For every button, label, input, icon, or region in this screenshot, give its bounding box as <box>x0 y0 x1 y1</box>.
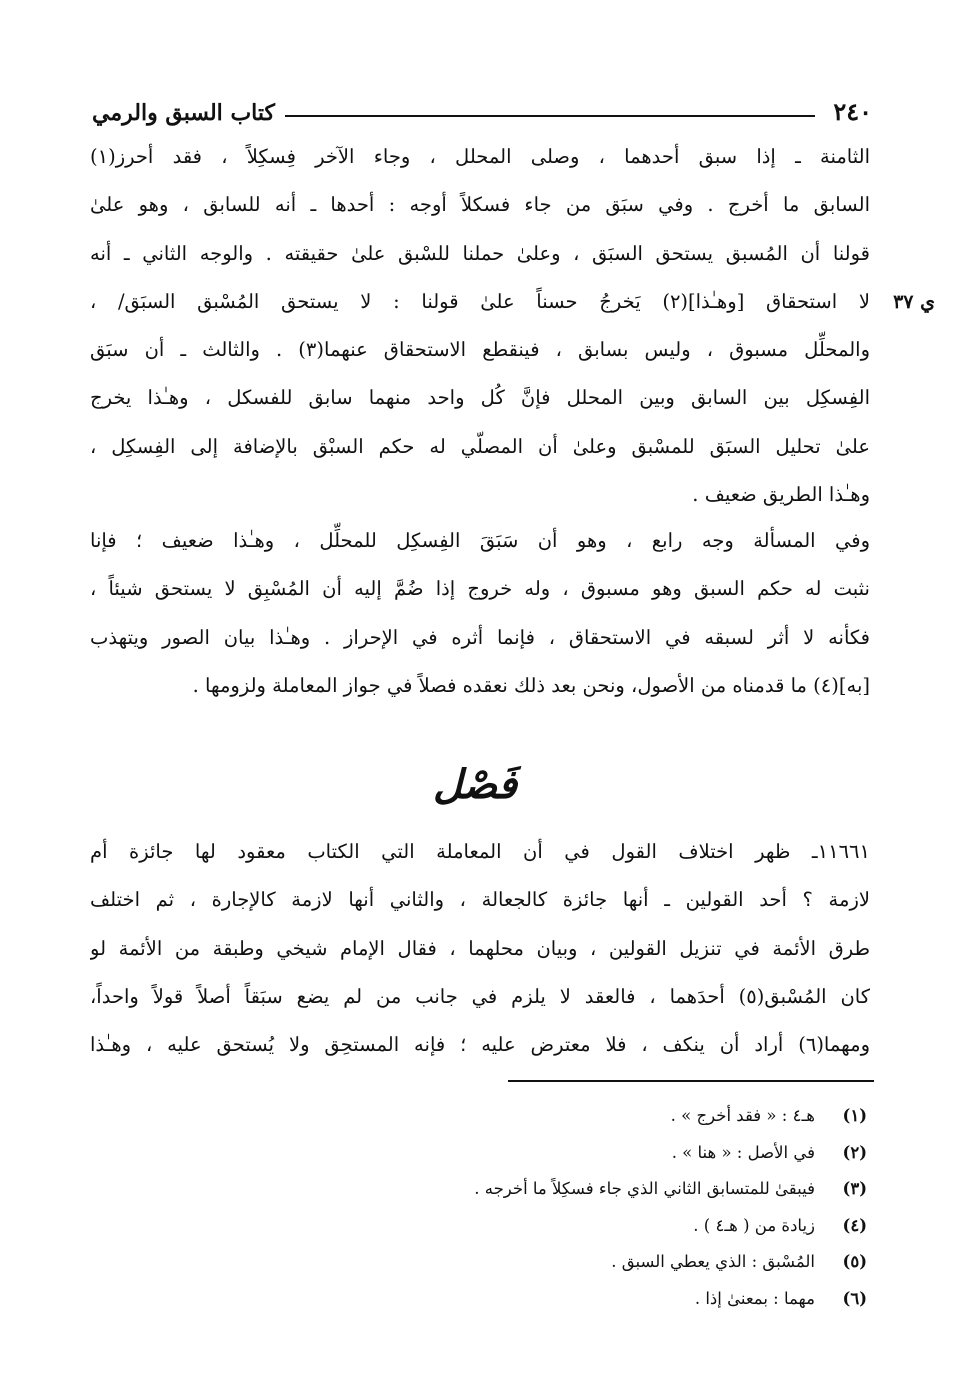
text-line: نثبت له حكم السبق وهو مسبوق ، وله خروج إذا ضُمَّ إليه أن المُسْبِق لا يستحق شيئاً ، <box>90 577 870 601</box>
text-line: ١١٦٦١ـ ظهر اختلاف القول في أن المعاملة التي الكتاب معقود لها جائزة أم <box>90 840 870 863</box>
footnotes <box>87 1098 867 1317</box>
text-line: علىٰ تحليل السبَق للمسْبق وعلىٰ أن المصلّي له حكم السبْق بالإضافة إلى الفِسكِل ، <box>90 434 870 458</box>
section-heading: فَصْل <box>432 760 518 808</box>
text-line: الفِسكِل بين السابق وبين المحلل فإنَّ كُل واحد منهما سابق للفسكل ، وهـٰذا يخرج <box>90 386 870 410</box>
header-rule <box>285 115 815 117</box>
footnote-number: (٥) <box>842 1252 867 1271</box>
footnote-separator <box>508 1080 874 1082</box>
footnote-number: (٢) <box>842 1142 867 1162</box>
footnote <box>87 1244 867 1281</box>
footnote-number: (٦) <box>842 1288 867 1308</box>
footnote <box>87 1098 867 1135</box>
page-number: ٢٤٠ <box>833 97 872 126</box>
footnote-text: فيبقىٰ للمتسابق الثاني الذي جاء فسكِلاً ما أخرجه . <box>474 1179 815 1198</box>
text-line: لا استحقاق [وهـٰذا](٢) يَخرجُ حسناً علىٰ قولنا : لا يستحق المُسْبق السبَق/ ، <box>90 289 870 313</box>
text-line: الثامنة ـ إذا سبق أحدهما ، وصلى المحلل ، وجاء الآخر فِسكِلاً ، فقد أحرز(١) <box>90 145 870 168</box>
footnote-number: (٤) <box>842 1215 867 1235</box>
footnote-text: زيادة من ( هـ٤ ) . <box>693 1215 815 1235</box>
text-line: وفي المسألة وجه رابع ، وهو أن سَبَقَ الفِسكِل للمحلِّل ، وهـٰذا ضعيف ؛ فإنا <box>90 529 870 552</box>
footnote <box>87 1281 867 1318</box>
running-title: كتاب السبق والرمي <box>92 100 275 126</box>
text-line: السابق ما أخرج . وفي سبَق من جاء فسكلاً أوجه : أحدها ـ أنه للسابق ، وهو علىٰ <box>90 193 870 217</box>
paragraph-3 <box>90 828 870 1069</box>
footnote-text: مهما : بمعنىٰ إذا . <box>694 1288 815 1308</box>
text-line: وهـٰذا الطريق ضعيف . <box>692 483 870 507</box>
footnote <box>87 1171 867 1208</box>
text-line: لازمة ؟ أحد القولين ـ أنها جائزة كالجعالة ، والثاني أنها لازمة كالإجارة ، ثم اختلف <box>90 888 870 912</box>
page-header <box>92 80 872 124</box>
footnote <box>87 1135 867 1172</box>
text-line: كان المُسْبق(٥) أحدَهما ، فالعقد لا يلزم في جانب من لم يضع سبَقاً أصلاً قولاً واحداً، <box>90 984 870 1008</box>
text-line: ومهما(٦) أراد أن ينكف ، فلا معترض عليه ؛ فإنه المستحِق ولا يُستحق عليه ، وهـٰذا <box>90 1033 870 1057</box>
manuscript-folio-note: ي ٣٧ <box>893 291 935 313</box>
footnote-text: المُسْبق : الذي يعطي السبق . <box>611 1252 815 1271</box>
footnote-number: (٣) <box>842 1179 867 1198</box>
paragraph-2 <box>90 517 870 710</box>
footnote-number: (١) <box>842 1106 867 1125</box>
footnote-text: هـ٤ : « فقد أخرج » . <box>670 1106 815 1125</box>
footnote-text: في الأصل : « هنا » . <box>671 1142 815 1162</box>
text-line: فكأنه لا أثر لسبقه في الاستحقاق ، فإنما أثره في الإحراز . وهـٰذا بيان الصور ويتهذب <box>90 625 870 649</box>
text-line: طرق الأئمة في تنزيل القولين ، وبيان محلهما ، فقال الإمام شيخي وطبقة من الأئمة لو <box>90 936 870 960</box>
text-line: قولنا أن المُسبق يستحق السبَق ، وعلىٰ حملنا للسْبق علىٰ حقيقته . والوجه الثاني ـ أنه <box>90 241 870 265</box>
footnote <box>87 1208 867 1245</box>
paragraph-1 <box>90 133 870 519</box>
text-line: [به](٤) ما قدمناه من الأصول، ونحن بعد ذلك نعقده فصلاً في جواز المعاملة ولزومها . <box>192 673 870 697</box>
text-line: والمحلِّل مسبوق ، وليس بسابق ، فينقطع الاستحقاق عنهما(٣) . والثالث ـ أن سبَق <box>90 338 870 362</box>
